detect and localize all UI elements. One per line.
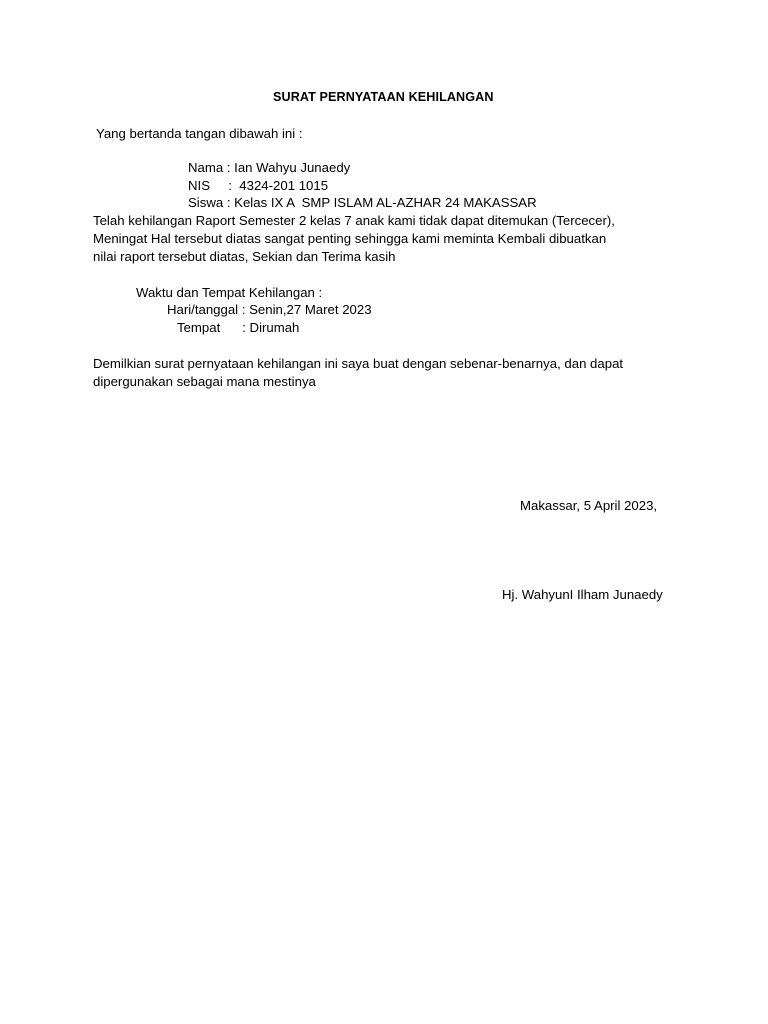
loss-info-place: Tempat : Dirumah [177,320,300,335]
place-date: Makassar, 5 April 2023, [520,498,658,513]
loss-info-date: Hari/tanggal : Senin,27 Maret 2023 [167,302,372,317]
body-line: Meningat Hal tersebut diatas sangat penting sehingga kami meminta Kembali dibuatkan [93,231,607,246]
identity-siswa: Siswa : Kelas IX A SMP ISLAM AL-AZHAR 24 MAKASSAR [188,195,537,210]
identity-nis: NIS : 4324-201 1015 [188,178,329,193]
intro-text: Yang bertanda tangan dibawah ini : [96,126,303,141]
identity-name: Nama : Ian Wahyu Junaedy [188,160,351,175]
body-line: nilai raport tersebut diatas, Sekian dan Terima kasih [93,249,396,264]
body-line: Telah kehilangan Raport Semester 2 kelas 7 anak kami tidak dapat ditemukan (Tercecer), [93,213,615,228]
closing-line: dipergunakan sebagai mana mestinya [93,374,316,389]
signatory-name: Hj. WahyunI Ilham Junaedy [502,587,663,602]
document-title: SURAT PERNYATAAN KEHILANGAN [273,90,494,104]
closing-line: Demilkian surat pernyataan kehilangan ini saya buat dengan sebenar-benarnya, dan dapat [93,356,624,371]
loss-info-heading: Waktu dan Tempat Kehilangan : [136,285,323,300]
